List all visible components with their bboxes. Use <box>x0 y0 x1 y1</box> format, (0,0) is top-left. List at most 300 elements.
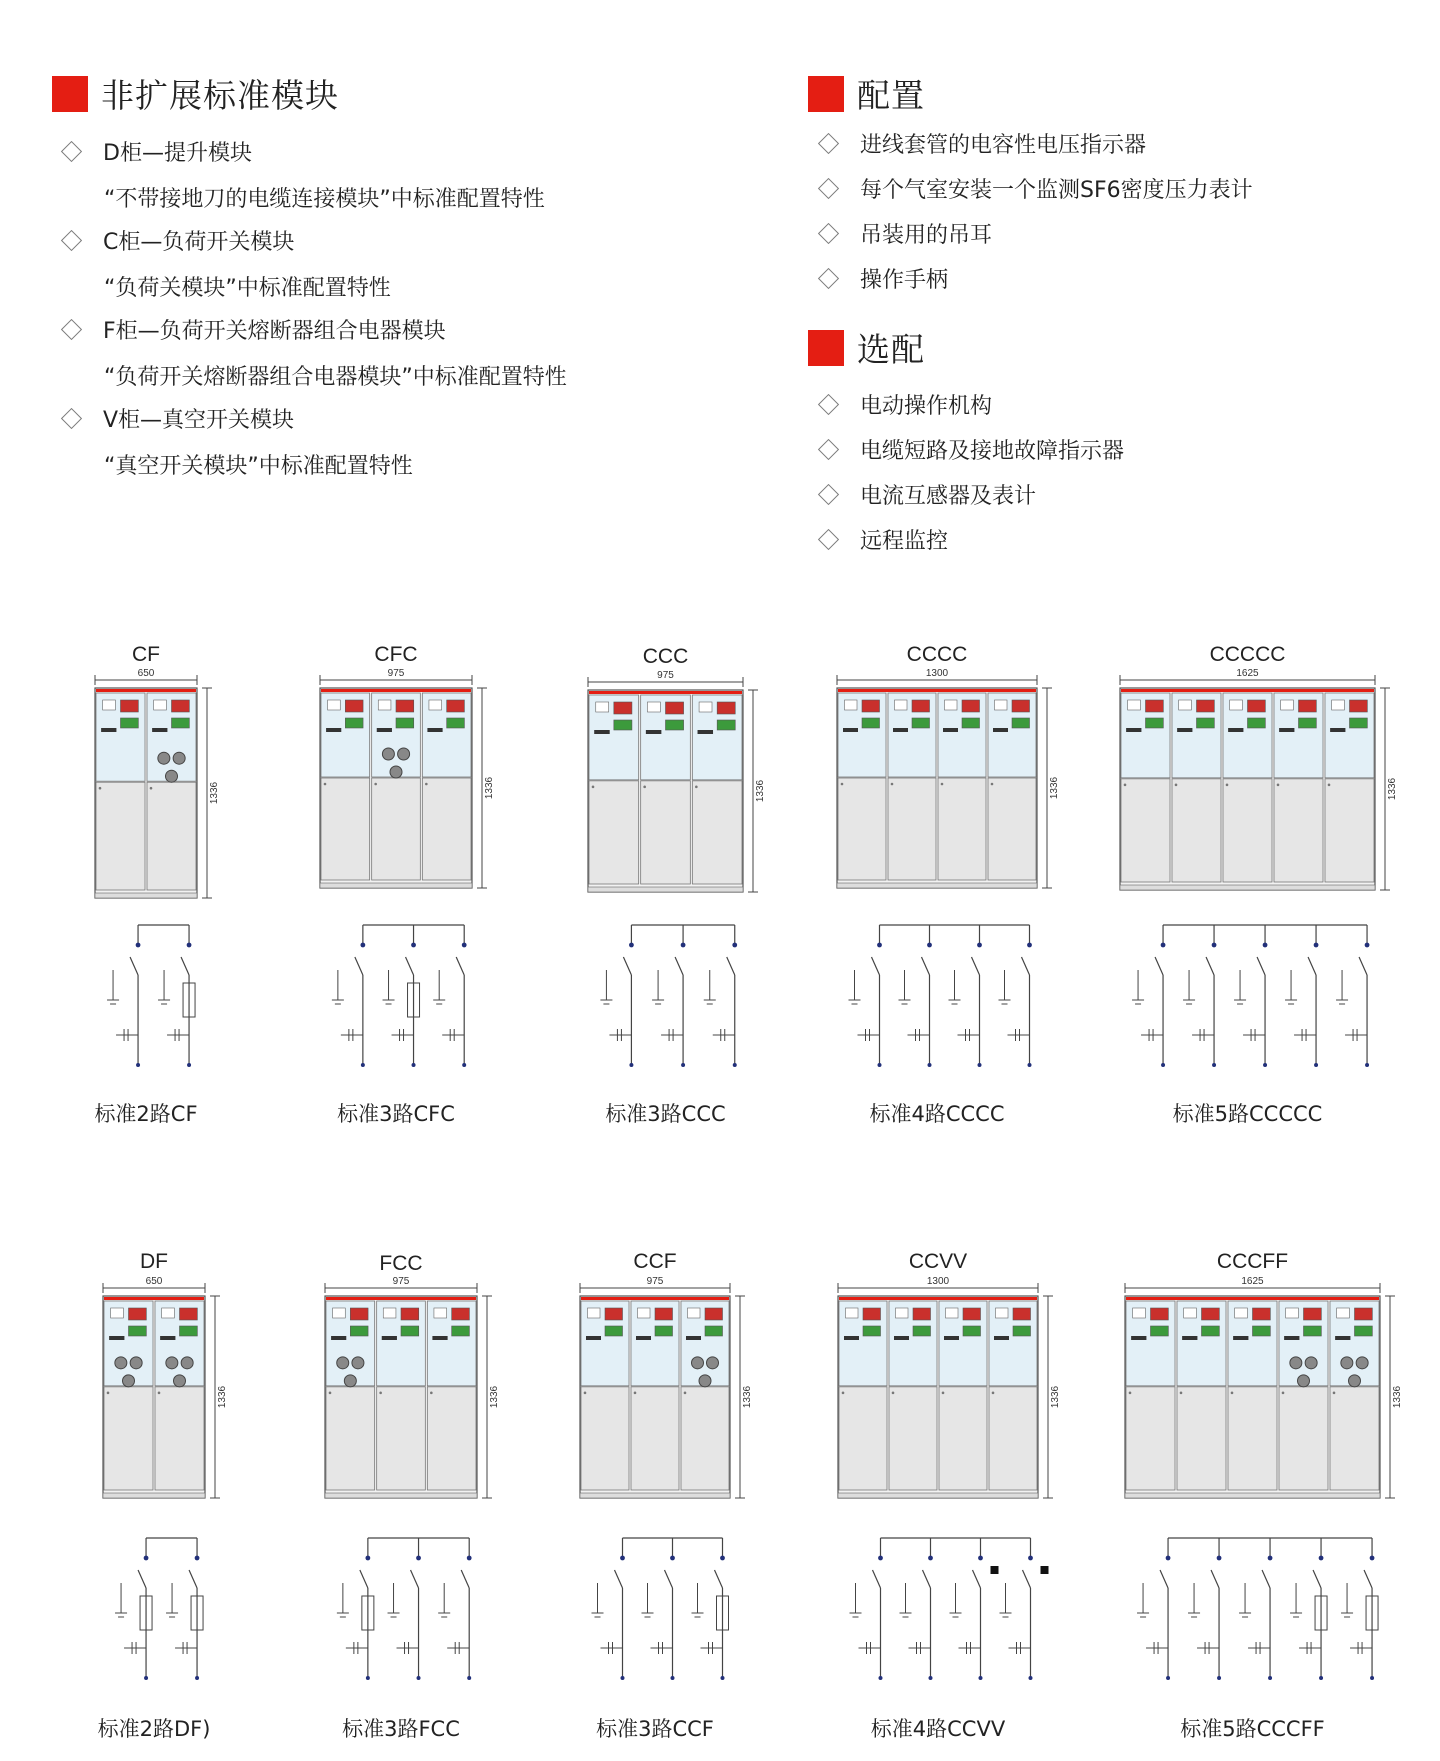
section-title-standard-modules <box>52 70 339 117</box>
switch-indicator <box>1202 1308 1220 1320</box>
cabinet-title: CF <box>132 643 160 666</box>
list-item-v-cabinet <box>58 403 294 434</box>
red-square-marker <box>808 76 844 112</box>
unit-lower-door <box>1121 779 1170 882</box>
terminal-dot <box>467 1556 472 1561</box>
terminal-dot <box>681 1063 685 1067</box>
rivet <box>634 1392 637 1395</box>
rivet <box>374 783 377 786</box>
terminal-dot <box>417 1676 421 1680</box>
socket-strip <box>586 1336 601 1340</box>
fuse-cap <box>173 752 185 764</box>
switch-blade <box>665 1570 673 1588</box>
fuse-cap <box>166 1357 178 1369</box>
socket-strip <box>1335 1336 1350 1340</box>
cabinet-top-strip <box>589 691 742 694</box>
earth-indicator <box>717 720 735 730</box>
terminal-dot <box>629 943 634 948</box>
config-item-label: 吊装用的吊耳 <box>860 223 993 248</box>
indicator-box <box>946 1308 959 1318</box>
terminal-dot <box>144 1556 149 1561</box>
switch-indicator <box>1355 1308 1373 1320</box>
switch-indicator <box>396 700 414 712</box>
unit-lower-door <box>839 1387 887 1490</box>
height-label: 1336 <box>217 1385 228 1409</box>
switch-blade <box>461 1570 469 1588</box>
cabinet-base <box>838 1493 1038 1498</box>
section-title-text: 选配 <box>857 330 925 369</box>
switch-blade <box>1262 1570 1270 1588</box>
list-item-c-cabinet <box>58 225 294 256</box>
switch-indicator <box>913 1308 931 1320</box>
socket-strip <box>1126 728 1141 732</box>
socket-strip <box>109 1336 124 1340</box>
terminal-dot <box>1217 1676 1221 1680</box>
single-line-diagram <box>315 915 507 1085</box>
config-item-label: 进线套管的电容性电压指示器 <box>860 133 1147 158</box>
optional-item <box>815 524 948 555</box>
earth-indicator <box>605 1326 623 1336</box>
cabinet-title: CCCFF <box>1216 1250 1289 1273</box>
indicator-box <box>945 700 958 710</box>
width-label: 650 <box>137 668 155 679</box>
terminal-dot <box>1314 1063 1318 1067</box>
unit-lower-door <box>1325 779 1374 882</box>
terminal-dot <box>1268 1676 1272 1680</box>
vacuum-breaker-marker <box>1041 1566 1049 1574</box>
rivet <box>842 1392 845 1395</box>
height-label: 1336 <box>755 779 766 803</box>
indicator-box <box>162 1308 175 1318</box>
rivet <box>592 786 595 789</box>
switch-indicator <box>172 700 190 712</box>
terminal-dot <box>1370 1676 1374 1680</box>
rivet <box>329 1392 332 1395</box>
switch-indicator <box>963 1308 981 1320</box>
switch-indicator <box>962 700 980 712</box>
switch-blade <box>1022 957 1030 975</box>
switch-blade <box>1364 1570 1372 1588</box>
fuse-cap <box>166 770 178 782</box>
socket-strip <box>382 1336 397 1340</box>
indicator-box <box>1184 1308 1197 1318</box>
rivet <box>107 1392 110 1395</box>
unit-lower-door <box>96 782 145 890</box>
indicator-box <box>111 1308 124 1318</box>
fuse-cap <box>344 1375 356 1387</box>
cabinet-title: CCC <box>642 645 689 668</box>
list-item-sub: “负荷开关熔断器组合电器模块”中标准配置特性 <box>104 365 567 390</box>
cabinet-top-strip <box>321 689 471 692</box>
terminal-dot <box>721 1676 725 1680</box>
diamond-bullet-icon <box>818 529 839 550</box>
cabinet-panel-drawing <box>320 666 512 906</box>
switch-blade <box>1206 957 1214 975</box>
earth-indicator <box>1202 1326 1220 1336</box>
terminal-dot <box>670 1556 675 1561</box>
section-title-text: 配置 <box>857 76 925 115</box>
earth-indicator <box>452 1326 470 1336</box>
socket-strip <box>686 1336 701 1340</box>
height-label: 1336 <box>742 1385 753 1409</box>
terminal-dot <box>1217 1556 1222 1561</box>
rivet <box>942 1392 945 1395</box>
terminal-dot <box>928 1063 932 1067</box>
socket-strip <box>1233 1336 1248 1340</box>
list-item-label: D柜—提升模块 <box>103 141 252 166</box>
cabinet-title: CCF <box>633 1250 677 1273</box>
rivet <box>1282 1392 1285 1395</box>
config-item <box>815 218 992 249</box>
switch-blade <box>1313 1570 1321 1588</box>
list-item-d-cabinet <box>58 136 252 167</box>
earth-indicator <box>396 718 414 728</box>
terminal-dot <box>462 943 467 948</box>
earth-indicator <box>345 718 363 728</box>
switch-indicator <box>1350 700 1368 712</box>
single-line-diagram <box>832 915 1072 1085</box>
rivet <box>1333 1392 1336 1395</box>
earth-indicator <box>1197 718 1215 728</box>
terminal-dot <box>681 943 686 948</box>
rivet <box>941 783 944 786</box>
switch-blade <box>623 957 631 975</box>
earth-indicator <box>1304 1326 1322 1336</box>
terminal-dot <box>1268 1556 1273 1561</box>
indicator-box <box>429 700 442 710</box>
unit-lower-door <box>1274 779 1323 882</box>
single-line-diagram <box>90 915 232 1085</box>
terminal-dot <box>1365 1063 1369 1067</box>
socket-strip <box>101 728 116 732</box>
width-label: 975 <box>646 1276 664 1287</box>
terminal-dot <box>416 1556 421 1561</box>
earth-indicator <box>172 718 190 728</box>
earth-indicator <box>1355 1326 1373 1336</box>
list-item-label: C柜—负荷开关模块 <box>103 230 295 255</box>
terminal-dot <box>878 1063 882 1067</box>
earth-indicator <box>912 718 930 728</box>
vacuum-breaker-marker <box>991 1566 999 1574</box>
cabinet-caption: 标准5路CCCCC <box>1172 1102 1323 1126</box>
fuse-cap <box>1290 1357 1302 1369</box>
cabinet-panel-drawing <box>103 1274 245 1516</box>
terminal-dot <box>1161 1063 1165 1067</box>
cabinet-base <box>320 883 472 888</box>
socket-strip <box>331 1336 346 1340</box>
height-label: 1336 <box>1392 1385 1403 1409</box>
unit-lower-door <box>377 1387 426 1490</box>
terminal-dot <box>136 943 141 948</box>
unit-lower-door <box>581 1387 629 1490</box>
cabinet-base <box>325 1493 477 1498</box>
config-item <box>815 263 948 294</box>
unit-lower-door <box>1172 779 1221 882</box>
terminal-dot <box>977 943 982 948</box>
unit-lower-door <box>631 1387 679 1490</box>
list-item-sub: “不带接地刀的电缆连接模块”中标准配置特性 <box>104 187 545 212</box>
height-label: 1336 <box>484 776 495 800</box>
rivet <box>379 1392 382 1395</box>
red-square-marker <box>808 330 844 366</box>
rivet <box>150 787 153 790</box>
socket-strip <box>1228 728 1243 732</box>
width-label: 650 <box>145 1276 163 1287</box>
diamond-bullet-icon <box>818 223 839 244</box>
cabinet-caption: 标准2路DF) <box>97 1717 211 1741</box>
switch-indicator <box>605 1308 623 1320</box>
switch-indicator <box>666 702 684 714</box>
optional-item <box>815 479 1036 510</box>
earth-indicator <box>121 718 139 728</box>
switch-indicator <box>345 700 363 712</box>
cabinet-panel-drawing <box>588 668 783 910</box>
diamond-bullet-icon <box>818 133 839 154</box>
unit-lower-door <box>692 781 742 884</box>
terminal-dot <box>187 1063 191 1067</box>
earth-indicator <box>666 720 684 730</box>
terminal-dot <box>978 1063 982 1067</box>
socket-strip <box>893 728 908 732</box>
rivet <box>1180 1392 1183 1395</box>
optional-item-label: 电动操作机构 <box>860 394 993 419</box>
switch-indicator <box>121 700 139 712</box>
switch-indicator <box>1146 700 1164 712</box>
list-item-label: F柜—负荷开关熔断器组合电器模块 <box>103 319 446 344</box>
indicator-box <box>995 700 1008 710</box>
terminal-dot <box>1166 1676 1170 1680</box>
terminal-dot <box>1314 943 1319 948</box>
indicator-box <box>638 1308 651 1318</box>
earth-indicator <box>447 718 465 728</box>
cabinet-caption: 标准3路CCF <box>596 1717 714 1741</box>
width-label: 975 <box>387 668 405 679</box>
unit-lower-door <box>641 781 691 884</box>
socket-strip <box>1177 728 1192 732</box>
diamond-bullet-icon <box>61 319 82 340</box>
switch-indicator <box>863 1308 881 1320</box>
rivet <box>99 787 102 790</box>
switch-indicator <box>401 1308 419 1320</box>
earth-indicator <box>1146 718 1164 728</box>
single-line-diagram <box>575 1528 765 1698</box>
terminal-dot <box>195 1676 199 1680</box>
unit-lower-door <box>681 1387 729 1490</box>
width-label: 975 <box>392 1276 410 1287</box>
optional-item-label: 电缆短路及接地故障指示器 <box>860 439 1125 464</box>
diamond-bullet-icon <box>818 484 839 505</box>
terminal-dot <box>720 1556 725 1561</box>
unit-lower-door <box>888 778 936 880</box>
unit-lower-door <box>1126 1387 1175 1490</box>
socket-strip <box>894 1336 909 1340</box>
switch-indicator <box>1299 700 1317 712</box>
earth-indicator <box>350 1326 368 1336</box>
rivet <box>425 783 428 786</box>
fuse-cap <box>1349 1375 1361 1387</box>
switch-indicator <box>1013 1308 1031 1320</box>
unit-lower-door <box>321 778 370 880</box>
switch-indicator <box>1304 1308 1322 1320</box>
unit-lower-door <box>422 778 471 880</box>
earth-indicator <box>1248 718 1266 728</box>
socket-strip <box>152 728 167 732</box>
cabinet-panel-drawing <box>1120 666 1415 908</box>
unit-lower-door <box>1228 1387 1277 1490</box>
diamond-bullet-icon <box>818 439 839 460</box>
switch-blade <box>1160 1570 1168 1588</box>
terminal-dot <box>412 1063 416 1067</box>
indicator-box <box>846 1308 859 1318</box>
earth-indicator <box>863 1326 881 1336</box>
indicator-box <box>896 1308 909 1318</box>
fuse-cap <box>1298 1375 1310 1387</box>
terminal-dot <box>361 1063 365 1067</box>
section-title-text: 非扩展标准模块 <box>101 76 339 115</box>
terminal-dot <box>366 1676 370 1680</box>
single-line-diagram <box>320 1528 512 1698</box>
indicator-box <box>647 702 660 712</box>
switch-indicator <box>614 702 632 714</box>
rivet <box>841 783 844 786</box>
socket-strip <box>646 730 662 734</box>
terminal-dot <box>467 1676 471 1680</box>
diamond-bullet-icon <box>61 141 82 162</box>
rivet <box>1129 1392 1132 1395</box>
cabinet-caption: 标准3路CFC <box>337 1102 455 1126</box>
switch-blade <box>1359 957 1367 975</box>
terminal-dot <box>1212 943 1217 948</box>
rivet <box>892 1392 895 1395</box>
terminal-dot <box>462 1063 466 1067</box>
cabinet-base <box>580 1493 730 1498</box>
switch-blade <box>181 957 189 975</box>
unit-lower-door <box>989 1387 1037 1490</box>
socket-strip <box>994 1336 1009 1340</box>
rivet <box>1175 784 1178 787</box>
indicator-box <box>1128 700 1141 710</box>
earth-indicator <box>129 1326 147 1336</box>
optional-item-label: 远程监控 <box>860 529 949 554</box>
terminal-dot <box>1263 1063 1267 1067</box>
terminal-dot <box>878 1556 883 1561</box>
indicator-box <box>1230 700 1243 710</box>
socket-strip <box>993 728 1008 732</box>
terminal-dot <box>365 1556 370 1561</box>
unit-lower-door <box>1177 1387 1226 1490</box>
terminal-dot <box>1319 1676 1323 1680</box>
width-label: 975 <box>657 670 674 681</box>
fuse-cap <box>174 1375 186 1387</box>
switch-blade <box>1211 1570 1219 1588</box>
section-title-optional <box>808 324 925 371</box>
diamond-bullet-icon <box>818 178 839 199</box>
socket-strip <box>943 728 958 732</box>
rivet <box>992 1392 995 1395</box>
switch-blade <box>1155 957 1163 975</box>
fuse-cap <box>390 766 402 778</box>
indicator-box <box>1337 1308 1350 1318</box>
switch-blade <box>727 957 735 975</box>
rivet <box>1124 784 1127 787</box>
terminal-dot <box>879 1676 883 1680</box>
height-label: 1336 <box>1050 1385 1061 1409</box>
indicator-box <box>378 700 391 710</box>
terminal-dot <box>671 1676 675 1680</box>
switch-indicator <box>350 1308 368 1320</box>
indicator-box <box>154 700 167 710</box>
config-item <box>815 128 1146 159</box>
cabinet-base <box>837 883 1037 888</box>
cabinet-caption: 标准4路CCVV <box>870 1717 1006 1741</box>
unit-lower-door <box>427 1387 476 1490</box>
switch-blade <box>615 1570 623 1588</box>
socket-strip <box>1330 728 1345 732</box>
cabinet-title: DF <box>140 1250 168 1273</box>
earth-indicator <box>862 718 880 728</box>
cabinet-title: CFC <box>374 643 418 666</box>
indicator-box <box>1235 1308 1248 1318</box>
earth-indicator <box>963 1326 981 1336</box>
indicator-box <box>1133 1308 1146 1318</box>
unit-lower-door <box>326 1387 375 1490</box>
terminal-dot <box>136 1063 140 1067</box>
single-line-diagram <box>1115 915 1410 1085</box>
earth-indicator <box>1299 718 1317 728</box>
terminal-dot <box>929 1676 933 1680</box>
switch-indicator <box>180 1308 198 1320</box>
cabinet-panel-drawing <box>95 666 237 916</box>
indicator-box <box>1179 700 1192 710</box>
width-label: 1625 <box>1236 668 1259 679</box>
diamond-bullet-icon <box>61 408 82 429</box>
socket-strip <box>844 1336 859 1340</box>
cabinet-title: CCVV <box>908 1250 968 1273</box>
cabinet-title: CCCC <box>906 643 968 666</box>
width-label: 1300 <box>925 668 949 679</box>
earth-indicator <box>962 718 980 728</box>
cabinet-top-strip <box>838 689 1036 692</box>
switch-blade <box>922 957 930 975</box>
optional-item <box>815 434 1124 465</box>
rivet <box>991 783 994 786</box>
diamond-bullet-icon <box>818 268 839 289</box>
unit-lower-door <box>372 778 421 880</box>
rivet <box>1277 784 1280 787</box>
earth-indicator <box>913 1326 931 1336</box>
switch-blade <box>1308 957 1316 975</box>
diamond-bullet-icon <box>61 230 82 251</box>
cabinet-caption: 标准2路CF <box>94 1102 198 1126</box>
cabinet-panel-drawing <box>837 666 1077 906</box>
switch-indicator <box>1197 700 1215 712</box>
terminal-dot <box>928 1556 933 1561</box>
fuse-cap <box>398 748 410 760</box>
config-item <box>815 173 1253 204</box>
unit-lower-door <box>889 1387 937 1490</box>
switch-indicator <box>705 1308 723 1320</box>
switch-indicator <box>1248 700 1266 712</box>
switch-indicator <box>452 1308 470 1320</box>
cabinet-panel-drawing <box>838 1274 1078 1516</box>
cabinet-base <box>103 1493 205 1498</box>
terminal-dot <box>620 1556 625 1561</box>
switch-blade <box>406 957 414 975</box>
rivet <box>684 1392 687 1395</box>
fuse-cap <box>352 1357 364 1369</box>
cabinet-title: CCCCC <box>1209 643 1286 666</box>
indicator-box <box>1281 700 1294 710</box>
